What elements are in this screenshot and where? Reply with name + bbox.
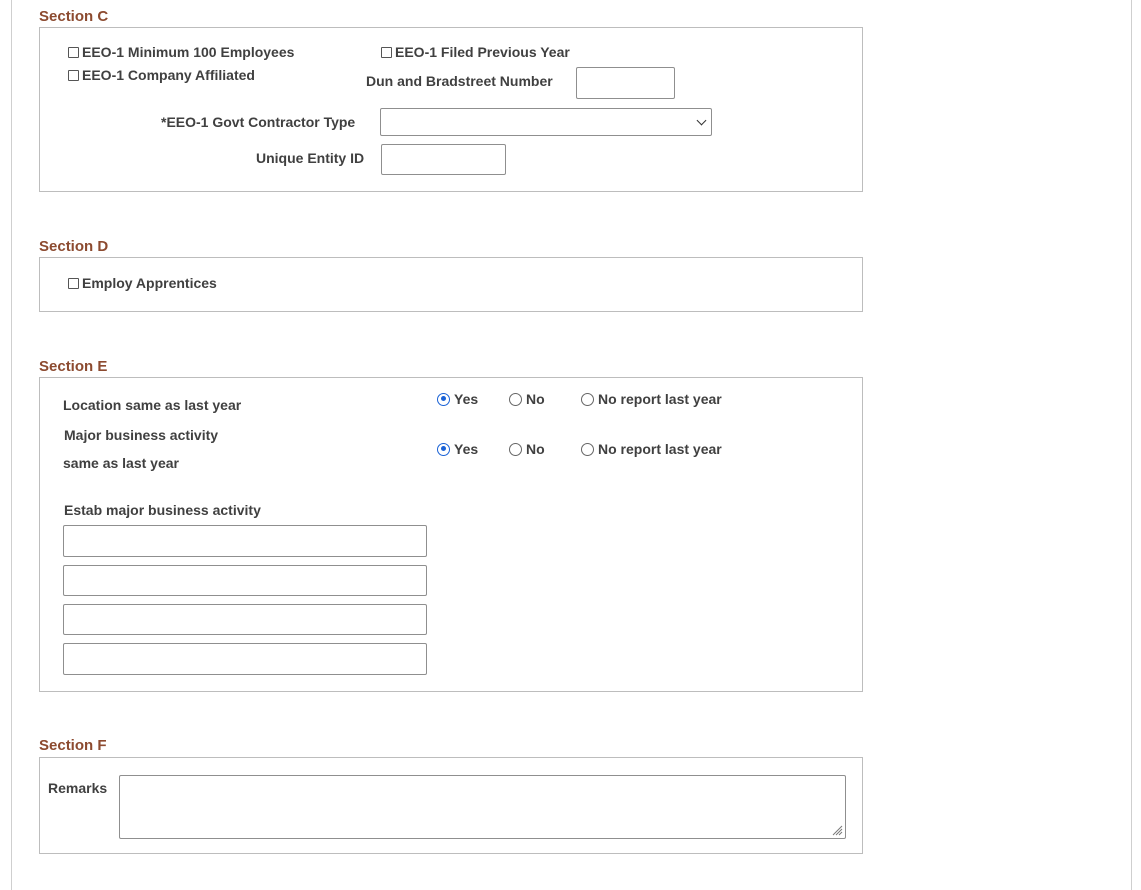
resize-grip-icon[interactable] (831, 824, 843, 836)
radio-no-label: No (526, 391, 545, 407)
govt-contractor-type-label: *EEO-1 Govt Contractor Type (161, 114, 356, 130)
unique-entity-id-label: Unique Entity ID (256, 150, 365, 166)
remarks-textarea[interactable] (119, 775, 846, 839)
section-d-title: Section D (39, 238, 109, 255)
dun-bradstreet-label: Dun and Bradstreet Number (366, 73, 553, 89)
major-activity-label-line2: same as last year (63, 455, 179, 471)
estab-activity-input-4[interactable] (63, 643, 427, 675)
radio-yes-label: Yes (454, 391, 479, 407)
unique-entity-id-input[interactable] (381, 144, 506, 175)
section-c-title: Section C (39, 8, 109, 25)
radio-icon (509, 443, 522, 456)
section-f-title: Section F (39, 737, 107, 754)
location-same-no-report-radio[interactable] (581, 391, 722, 407)
remarks-label: Remarks (48, 780, 108, 796)
radio-no-label: No (526, 441, 545, 457)
major-activity-no-report-radio[interactable] (581, 441, 722, 457)
eeo1-filed-previous-year-label: EEO-1 Filed Previous Year (395, 44, 570, 60)
major-activity-yes-radio[interactable] (437, 441, 478, 457)
checkbox-icon (68, 70, 79, 81)
estab-activity-input-3[interactable] (63, 604, 427, 635)
location-same-no-radio[interactable] (509, 391, 545, 407)
major-activity-no-radio[interactable] (509, 441, 545, 457)
radio-selected-icon (437, 443, 450, 456)
govt-contractor-type-select[interactable] (380, 108, 712, 136)
radio-icon (581, 443, 594, 456)
radio-icon (509, 393, 522, 406)
eeo1-filed-previous-year-checkbox[interactable] (381, 44, 570, 60)
radio-no-report-label: No report last year (598, 391, 722, 407)
location-same-yes-radio[interactable] (437, 391, 478, 407)
location-same-label: Location same as last year (63, 397, 242, 413)
radio-no-report-label: No report last year (598, 441, 722, 457)
employ-apprentices-label: Employ Apprentices (82, 275, 217, 291)
radio-selected-icon (437, 393, 450, 406)
eeo1-company-affiliated-label: EEO-1 Company Affiliated (82, 67, 255, 83)
dun-bradstreet-input[interactable] (576, 67, 675, 99)
estab-activity-input-1[interactable] (63, 525, 427, 557)
eeo1-min-100-checkbox[interactable] (68, 44, 294, 60)
estab-activity-label: Estab major business activity (64, 502, 261, 518)
employ-apprentices-checkbox[interactable] (68, 275, 217, 291)
checkbox-icon (68, 278, 79, 289)
radio-yes-label: Yes (454, 441, 479, 457)
eeo1-min-100-label: EEO-1 Minimum 100 Employees (82, 44, 295, 60)
estab-activity-input-2[interactable] (63, 565, 427, 596)
eeo1-company-affiliated-checkbox[interactable] (68, 67, 255, 83)
chevron-down-icon (697, 115, 707, 125)
radio-icon (581, 393, 594, 406)
checkbox-icon (381, 47, 392, 58)
checkbox-icon (68, 47, 79, 58)
major-activity-label-line1: Major business activity (64, 427, 219, 443)
section-e-title: Section E (39, 358, 108, 375)
